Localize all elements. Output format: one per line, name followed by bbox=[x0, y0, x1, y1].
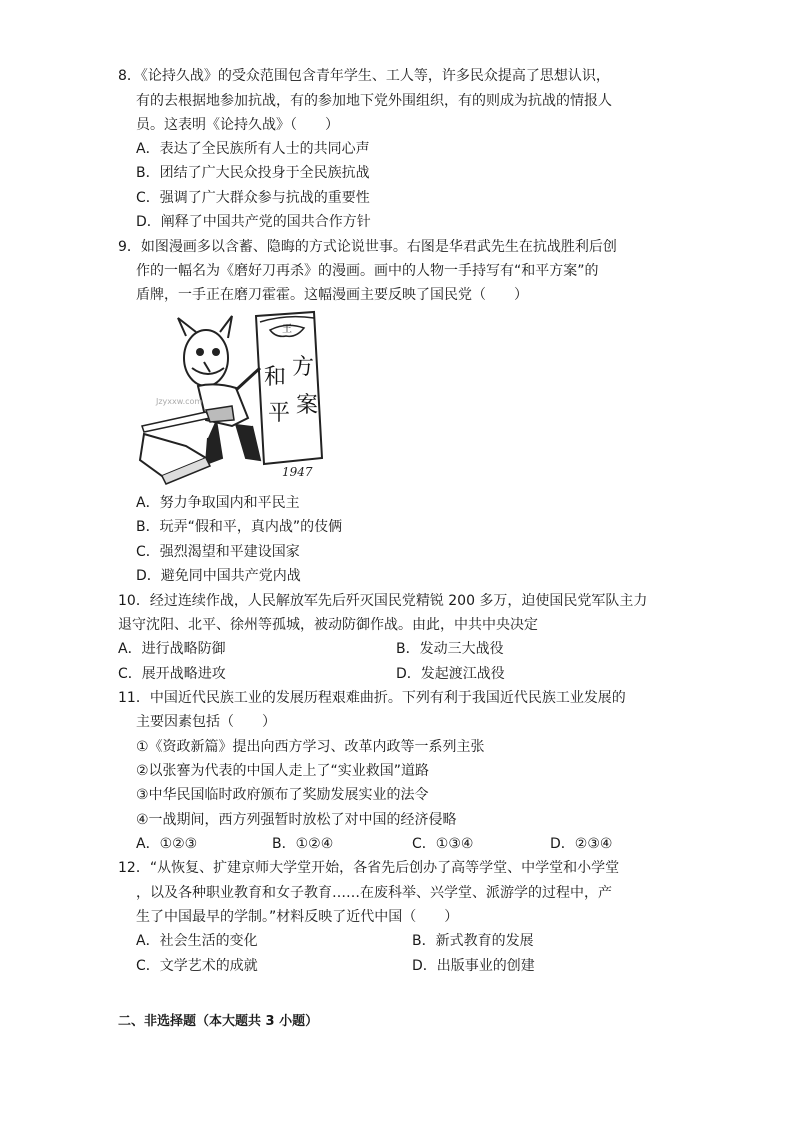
q9-stem-line-2: 作的一幅名为《磨好刀再杀》的漫画。画中的人物一手持写有“和平方案”的 bbox=[136, 263, 599, 279]
shield-text-he: 和 bbox=[264, 365, 287, 390]
q12-option-b: B．新式教育的发展 bbox=[412, 933, 534, 949]
q9-stem-line-1: 9．如图漫画多以含蓄、隐晦的方式论说世事。右图是华君武先生在抗战胜利后创 bbox=[118, 239, 617, 255]
q9-option-a: A．努力争取国内和平民主 bbox=[136, 495, 300, 511]
shield-top-text: 王 bbox=[282, 324, 292, 335]
q8-stem-line-3: 员。这表明《论持久战》（ ） bbox=[136, 117, 339, 133]
q9-stem-line-3: 盾牌，一手正在磨刀霍霍。这幅漫画主要反映了国民党（ ） bbox=[136, 287, 528, 303]
q11-stem-line-1: 11．中国近代民族工业的发展历程艰难曲折。下列有利于我国近代民族工业发展的 bbox=[118, 690, 626, 706]
shield-text-fang: 方 bbox=[292, 355, 315, 380]
section-heading: 二、非选择题（本大题共 3 小题） bbox=[118, 1014, 319, 1029]
q11-option-d: D．②③④ bbox=[550, 836, 613, 852]
q10-option-c: C．展开战略进攻 bbox=[118, 666, 226, 682]
shield-text-an: 案 bbox=[296, 393, 319, 418]
q10-option-b: B．发动三大战役 bbox=[396, 641, 504, 657]
q11-item-4: ④一战期间，西方列强暂时放松了对中国的经济侵略 bbox=[136, 812, 457, 828]
cartoon-year: 1947 bbox=[282, 465, 313, 479]
q9-option-c: C．强烈渴望和平建设国家 bbox=[136, 544, 300, 560]
q11-stem-line-2: 主要因素包括（ ） bbox=[136, 714, 276, 730]
q8-stem-line-2: 有的去根据地参加抗战，有的参加地下党外围组织，有的则成为抗战的情报人 bbox=[136, 93, 612, 109]
shield-text-ping: 平 bbox=[268, 401, 291, 426]
q11-item-2: ②以张謇为代表的中国人走上了“实业救国”道路 bbox=[136, 763, 430, 779]
q10-option-d: D．发起渡江战役 bbox=[396, 666, 505, 682]
q12-option-a: A．社会生活的变化 bbox=[136, 933, 258, 949]
q11-option-c: C．①③④ bbox=[412, 836, 474, 852]
q9-option-d: D．避免同中国共产党内战 bbox=[136, 568, 301, 584]
q10-stem-line-2: 退守沈阳、北平、徐州等孤城，被动防御作战。由此，中共中央决定 bbox=[118, 617, 538, 633]
q8-option-c: C．强调了广大群众参与抗战的重要性 bbox=[136, 190, 370, 206]
q12-option-c: C．文学艺术的成就 bbox=[136, 958, 258, 974]
q9-option-b: B．玩弄“假和平，真内战”的伎俩 bbox=[136, 519, 343, 535]
q11-option-a: A．①②③ bbox=[136, 836, 198, 852]
q10-option-a: A．进行战略防御 bbox=[118, 641, 226, 657]
watermark: Jzyxxw.com bbox=[156, 397, 203, 406]
cartoon-image bbox=[136, 308, 336, 488]
q12-stem-line-1: 12．“从恢复、扩建京师大学堂开始，各省先后创办了高等学堂、中学堂和小学堂 bbox=[118, 860, 620, 876]
q8-option-a: A．表达了全民族所有人士的共同心声 bbox=[136, 141, 370, 157]
q8-stem-line-1: 8．《论持久战》的受众范围包含青年学生、工人等，许多民众提高了思想认识， bbox=[118, 68, 610, 84]
q12-option-d: D．出版事业的创建 bbox=[412, 958, 535, 974]
q8-option-d: D．阐释了中国共产党的国共合作方针 bbox=[136, 214, 371, 230]
q11-option-b: B．①②④ bbox=[272, 836, 334, 852]
q11-item-3: ③中华民国临时政府颁布了奖励发展实业的法令 bbox=[136, 787, 429, 803]
q11-item-1: ①《资政新篇》提出向西方学习、改革内政等一系列主张 bbox=[136, 739, 485, 755]
q12-stem-line-3: 生了中国最早的学制。”材料反映了近代中国（ ） bbox=[136, 909, 459, 925]
q10-stem-line-1: 10．经过连续作战，人民解放军先后歼灭国民党精锐 200 多万，迫使国民党军队主力 bbox=[118, 593, 648, 609]
q8-option-b: B．团结了广大民众投身于全民族抗战 bbox=[136, 165, 370, 181]
q12-stem-line-2: ，以及各种职业教育和女子教育……在废科举、兴学堂、派游学的过程中，产 bbox=[136, 885, 612, 901]
